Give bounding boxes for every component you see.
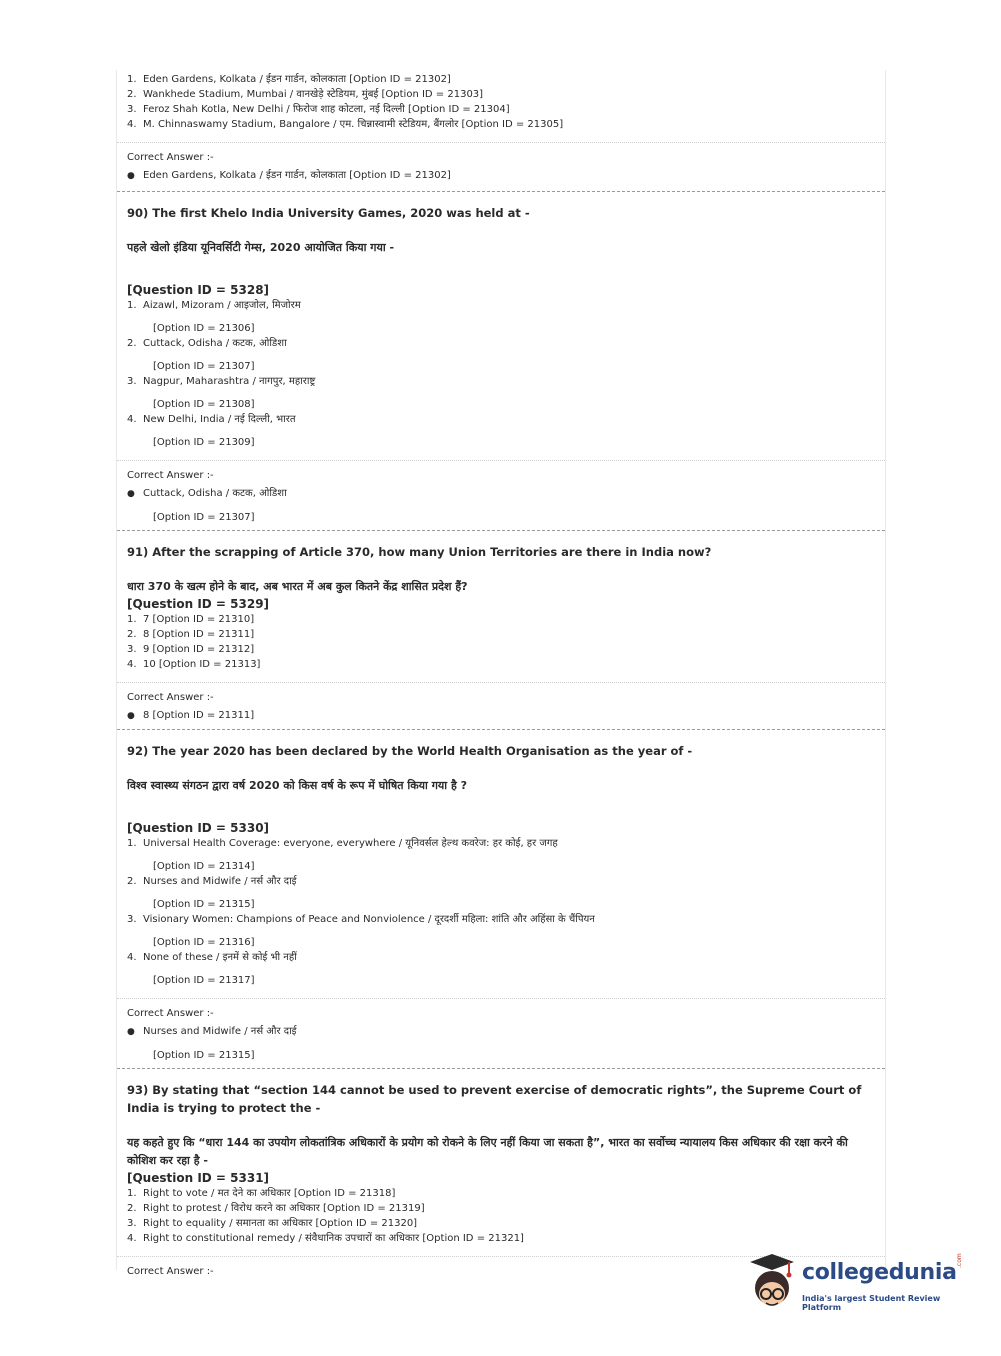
q91-correct-answer (117, 691, 885, 724)
question-text-en: 93) By stating that “section 144 cannot be used to prevent exercise of democratic rights”, the Supreme Court of India is trying to protect the - (127, 1083, 862, 1115)
option-item: 4. 10 [Option ID = 21313] (127, 659, 261, 670)
question-id: [Question ID = 5331] (127, 1171, 270, 1185)
option-item: 2. Right to protest / विरोध करने का अधिकार [Option ID = 21319] (127, 1203, 425, 1214)
option-item: 4. None of these / इनमें से कोई भी नहीं (127, 952, 297, 963)
question-text-hi: विश्व स्वास्थ्य संगठन द्वारा वर्ष 2020 को किस वर्ष के रूप में घोषित किया गया है ? (127, 779, 468, 792)
question-91 (117, 543, 885, 672)
option-item: 1. Eden Gardens, Kolkata / ईडन गार्डन, कोलकाता [Option ID = 21302] (127, 74, 451, 85)
question-text-en: 92) The year 2020 has been declared by the World Health Organisation as the year of - (127, 744, 693, 758)
option-item: 3. 9 [Option ID = 21312] (127, 644, 255, 655)
brand-tagline: India's largest Student Review Platform (802, 1294, 941, 1312)
option-item: 1. Right to vote / मत देने का अधिकार [Option ID = 21318] (127, 1188, 396, 1199)
option-item: 2. 8 [Option ID = 21311] (127, 629, 255, 640)
prev-question-options (117, 70, 885, 132)
option-item: 4. New Delhi, India / नई दिल्ली, भारत (127, 414, 296, 425)
option-id: [Option ID = 21308] (153, 399, 255, 410)
correct-answer-label: Correct Answer :- (127, 692, 214, 703)
question-divider (117, 530, 885, 531)
correct-answer-label: Correct Answer :- (127, 152, 214, 163)
option-item: 1. Universal Health Coverage: everyone, everywhere / यूनिवर्सल हेल्थ कवरेज: हर कोई, हर जगह (127, 838, 558, 849)
option-item: 4. M. Chinnaswamy Stadium, Bangalore / एम. चिन्नास्वामी स्टेडियम, बैंगलोर [Option ID = 21305] (127, 119, 564, 130)
correct-answer-label: Correct Answer :- (127, 470, 214, 481)
correct-answer: ● Eden Gardens, Kolkata / ईडन गार्डन, कोलकाता [Option ID = 21302] (127, 168, 885, 184)
brand-name: collegedunia (802, 1260, 957, 1285)
question-id: [Question ID = 5328] (127, 283, 270, 297)
option-id: [Option ID = 21315] (153, 899, 255, 910)
prev-correct-answer (117, 151, 885, 184)
bullet-icon: ● (127, 711, 135, 721)
correct-answer: ● Cuttack, Odisha / कटक, ओडिशा (127, 486, 885, 502)
question-92 (117, 742, 885, 988)
option-id: [Option ID = 21307] (153, 361, 255, 372)
correct-answer: ● 8 [Option ID = 21311] (127, 708, 885, 724)
option-id: [Option ID = 21307] (153, 512, 255, 523)
question-text-hi: पहले खेलो इंडिया यूनिवर्सिटी गेम्स, 2020 आयोजित किया गया - (127, 241, 395, 254)
question-divider (117, 1068, 885, 1069)
option-item: 3. Right to equality / समानता का अधिकार [Option ID = 21320] (127, 1218, 418, 1229)
option-item: 1. 7 [Option ID = 21310] (127, 614, 255, 625)
option-item: 1. Aizawl, Mizoram / आइजोल, मिजोरम (127, 300, 301, 311)
question-divider (117, 191, 885, 192)
question-paper-page (116, 70, 886, 1277)
correct-answer: ● Nurses and Midwife / नर्स और दाई (127, 1024, 885, 1040)
divider (117, 682, 885, 683)
divider (117, 998, 885, 999)
option-item: 3. Nagpur, Maharashtra / नागपुर, महाराष्ट्र (127, 376, 316, 387)
correct-answer-label: Correct Answer :- (127, 1008, 214, 1019)
q92-correct-answer (117, 1007, 885, 1063)
option-item: 2. Cuttack, Odisha / कटक, ओडिशा (127, 338, 287, 349)
bullet-icon: ● (127, 1027, 135, 1037)
option-item: 3. Feroz Shah Kotla, New Delhi / फिरोज शाह कोटला, नई दिल्ली [Option ID = 21304] (127, 104, 510, 115)
option-id: [Option ID = 21317] (153, 975, 255, 986)
question-id: [Question ID = 5329] (127, 597, 270, 611)
bullet-icon: ● (127, 171, 135, 181)
option-id: [Option ID = 21316] (153, 937, 255, 948)
option-item: 3. Visionary Women: Champions of Peace and Nonviolence / दूरदर्शी महिला: शांति और अहिंसा के चैंपियन (127, 914, 595, 925)
question-text-en: 90) The first Khelo India University Games, 2020 was held at - (127, 206, 530, 220)
question-text-en: 91) After the scrapping of Article 370, how many Union Territories are there in India now? (127, 545, 712, 559)
correct-answer-label: Correct Answer :- (127, 1266, 214, 1277)
option-item: 4. Right to constitutional remedy / संवैधानिक उपचारों का अधिकार [Option ID = 21321] (127, 1233, 524, 1244)
option-item: 2. Wankhede Stadium, Mumbai / वानखेड़े स्टेडियम, मुंबई [Option ID = 21303] (127, 89, 484, 100)
question-divider (117, 729, 885, 730)
mascot-icon (742, 1252, 802, 1318)
question-90 (117, 204, 885, 450)
question-text-hi: धारा 370 के खत्म होने के बाद, अब भारत में अब कुल कितने केंद्र शासित प्रदेश हैं? (127, 580, 468, 593)
option-id: [Option ID = 21309] (153, 437, 255, 448)
question-text-hi: यह कहते हुए कि “धारा 144 का उपयोग लोकतांत्रिक अधिकारों के प्रयोग को रोकने के लिए नहीं किया जा सकता है”, भारत का सर्वोच्च न्यायालय किस अधिकार की रक्षा करने की कोशिश कर रहा है - (127, 1136, 848, 1167)
option-id: [Option ID = 21315] (153, 1050, 255, 1061)
divider (117, 142, 885, 143)
option-item: 2. Nurses and Midwife / नर्स और दाई (127, 876, 297, 887)
bullet-icon: ● (127, 489, 135, 499)
question-93 (117, 1081, 885, 1246)
brand-trademark: .com (956, 1253, 963, 1268)
q90-correct-answer (117, 469, 885, 525)
option-id: [Option ID = 21314] (153, 861, 255, 872)
option-id: [Option ID = 21306] (153, 323, 255, 334)
divider (117, 460, 885, 461)
question-id: [Question ID = 5330] (127, 821, 270, 835)
collegedunia-logo (742, 1252, 972, 1318)
